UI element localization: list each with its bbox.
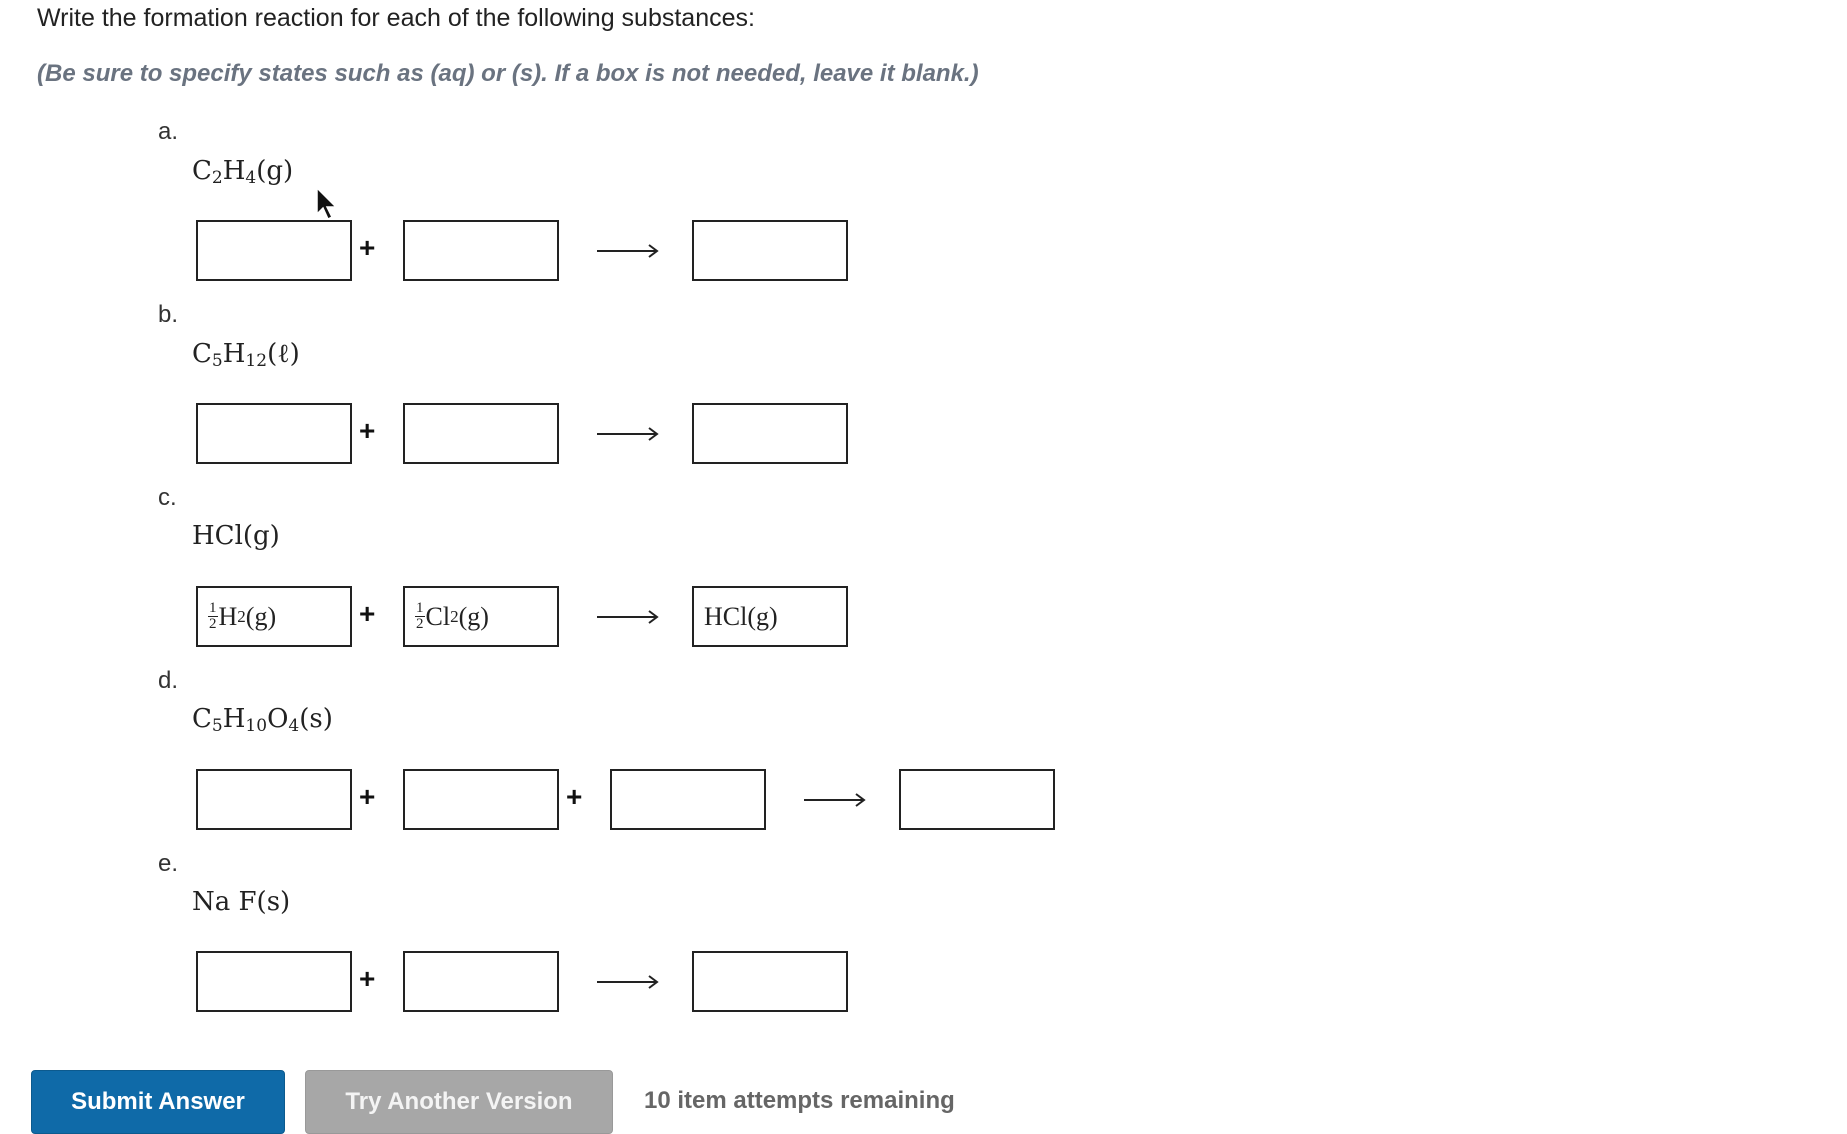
instruction-text: Write the formation reaction for each of the following substances: [37,4,755,32]
part-a-reactant-1-input[interactable] [196,220,352,281]
part-b-reactant-1-input[interactable] [196,403,352,464]
part-c-formula: HCl(g) [192,521,280,551]
part-d-formula: $C_5H_{10}O_4(s)$ [192,704,333,736]
part-d-reactant-2-input[interactable] [403,769,559,830]
reaction-arrow-icon [597,427,659,441]
part-a-formula: $C_2H_4(g)$ [192,156,294,188]
part-e-letter: e. [158,850,179,877]
submit-answer-button[interactable]: Submit Answer [31,1070,285,1134]
mouse-pointer-icon [315,186,341,222]
part-e-formula: Na F(s) [192,887,291,917]
fraction-coefficient: $\frac{1}{2}$ [416,600,424,632]
part-e-reactant-2-input[interactable] [403,951,559,1012]
part-c-reactant-2-input[interactable]: $\frac{1}{2}$ Cl 2 (g) [403,586,559,647]
part-c-letter: c. [158,484,177,511]
part-e-product-input[interactable] [692,951,848,1012]
reaction-arrow-icon [597,610,659,624]
try-another-version-button[interactable]: Try Another Version [305,1070,613,1134]
plus-sign: + [359,781,376,812]
reaction-arrow-icon [597,975,659,989]
part-c-reactant-1-input[interactable]: $\frac{1}{2}$ H 2 (g) [196,586,352,647]
part-b-formula: $C_5H_{12}(\ell)$ [192,339,300,371]
part-d-letter: d. [158,667,179,694]
part-b-product-input[interactable] [692,403,848,464]
plus-sign: + [359,415,376,446]
plus-sign: + [359,232,376,263]
hint-text: (Be sure to specify states such as (aq) or (s). If a box is not needed, leave it blank.) [37,60,979,87]
part-b-letter: b. [158,301,179,328]
plus-sign: + [359,963,376,994]
part-c-product-input[interactable]: HCl(g) [692,586,848,647]
plus-sign: + [566,781,583,812]
part-e-reactant-1-input[interactable] [196,951,352,1012]
part-d-reactant-3-input[interactable] [610,769,766,830]
part-d-product-input[interactable] [899,769,1055,830]
part-d-reactant-1-input[interactable] [196,769,352,830]
part-a-product-input[interactable] [692,220,848,281]
part-a-letter: a. [158,118,179,145]
attempts-remaining-text: 10 item attempts remaining [644,1087,955,1114]
fraction-coefficient: $\frac{1}{2}$ [209,600,217,632]
reaction-arrow-icon [804,793,866,807]
part-b-reactant-2-input[interactable] [403,403,559,464]
plus-sign: + [359,598,376,629]
reaction-arrow-icon [597,244,659,258]
part-a-reactant-2-input[interactable] [403,220,559,281]
